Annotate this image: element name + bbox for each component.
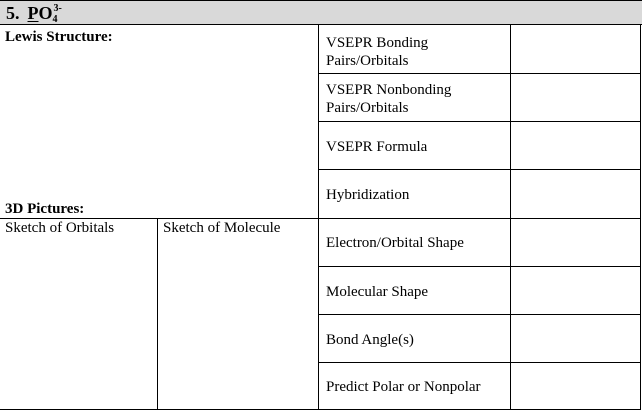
answer-cell-bonding-pairs[interactable] [511,26,640,73]
answer-cell-nonbonding-pairs[interactable] [511,74,640,121]
row-label-molecular-shape: Molecular Shape [326,284,429,300]
answer-cell-polarity[interactable] [511,363,640,409]
lewis-structure-label: Lewis Structure: [5,29,113,45]
answer-cell-molecular-shape[interactable] [511,267,640,314]
problem-header [0,0,642,25]
row-label-hybridization: Hybridization [326,187,410,203]
row-label-nonbonding-pairs: VSEPR Nonbonding Pairs/Orbitals [326,82,452,116]
problem-number: 5. [6,3,20,23]
divider-sketch-columns [157,218,158,410]
row-label-vsepr-formula: VSEPR Formula [326,139,428,155]
row-label-polarity: Predict Polar or Nonpolar [326,379,481,395]
answer-cell-vsepr-formula[interactable] [511,122,640,169]
answer-cell-bond-angles[interactable] [511,315,640,362]
sketch-molecule-label: Sketch of Molecule [163,220,281,236]
answer-cell-electron-shape[interactable] [511,219,640,266]
answer-cell-hybridization[interactable] [511,170,640,218]
pictures-divider [0,218,318,219]
3d-pictures-label: 3D Pictures: [5,201,85,217]
row-label-bonding-pairs: VSEPR Bonding Pairs/Orbitals [326,35,429,69]
sketch-orbitals-label: Sketch of Orbitals [5,220,115,236]
row-label-electron-shape: Electron/Orbital Shape [326,235,464,251]
row-label-bond-angles: Bond Angle(s) [326,332,414,348]
bottom-border [0,409,641,410]
problem-title [6,2,62,24]
chemical-formula: $PO_4^{3-}$ [27,3,62,25]
